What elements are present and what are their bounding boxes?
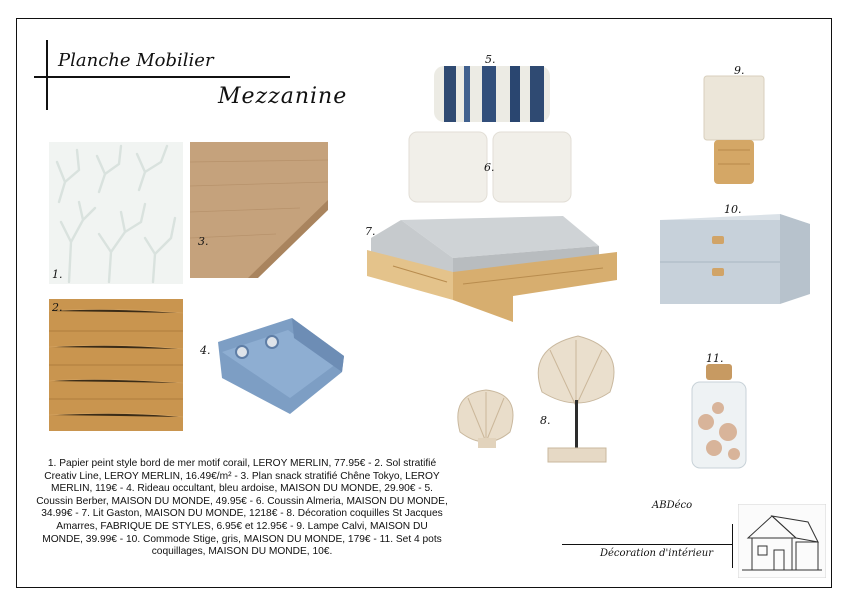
brand-vertical-line — [732, 524, 733, 568]
board-title: Planche Mobilier — [58, 50, 214, 71]
item-number-1: 1. — [52, 268, 63, 281]
wooden-bed-image — [363, 212, 625, 324]
item-number-3: 3. — [198, 235, 209, 248]
board-subtitle: Mezzanine — [218, 84, 348, 109]
items-caption: 1. Papier peint style bord de mer motif corail, LEROY MERLIN, 77.95€ - 2. Sol stratifié Creativ Line, LEROY MERLIN, 16.49€/m² - 3. Plan snack stratifié Chêne Tokyo, LEROY MERLIN, 119€ - 4. Rideau occultant, bleu ardoise, MAISON DU MONDE, 29.90€ - 5. Coussin Berber, MAISON DU MONDE, 49.95€ - 6. Coussin Almeria, MAISON DU MONDE, 34.99€ - 7. Lit Gaston, MAISON DU MONDE, 1218€ - 8. Décoration coquilles St Jacques Amarres, FABRIQUE DE STYLES, 6.95€ et 12.95€ - 9. Lampe Calvi, MAISON DU MONDE, 39.99€ - 10. Commode Stige, gris, MAISON DU MONDE, 179€ - 11. Set 4 pots coquillages, MAISON DU MONDE, 10€. — [36, 458, 448, 558]
item-number-8: 8. — [540, 414, 551, 427]
shell-decorations-image — [446, 334, 622, 468]
table-lamp-image — [696, 72, 770, 188]
item-number-7: 7. — [365, 225, 376, 238]
item-number-2: 2. — [52, 301, 63, 314]
brand-horizontal-line — [562, 544, 732, 545]
brand-name: ABDéco — [652, 500, 693, 511]
grey-chest-image — [660, 210, 810, 304]
header-horizontal-line — [34, 76, 290, 78]
item-number-4: 4. — [200, 344, 211, 357]
blue-curtain-image — [212, 312, 346, 416]
item-number-11: 11. — [706, 352, 724, 365]
item-number-5: 5. — [485, 53, 496, 66]
brand-tagline: Décoration d'intérieur — [600, 548, 713, 559]
coral-wallpaper-image — [49, 142, 183, 284]
item-number-6: 6. — [484, 161, 495, 174]
oak-floor-image — [49, 299, 183, 431]
house-sketch-logo — [738, 504, 826, 578]
item-number-9: 9. — [734, 64, 745, 77]
shell-jar-image — [688, 362, 750, 470]
oak-worktop-image — [190, 142, 328, 278]
item-number-10: 10. — [724, 203, 742, 216]
striped-cushion-image — [430, 62, 554, 126]
header-vertical-line — [46, 40, 48, 110]
